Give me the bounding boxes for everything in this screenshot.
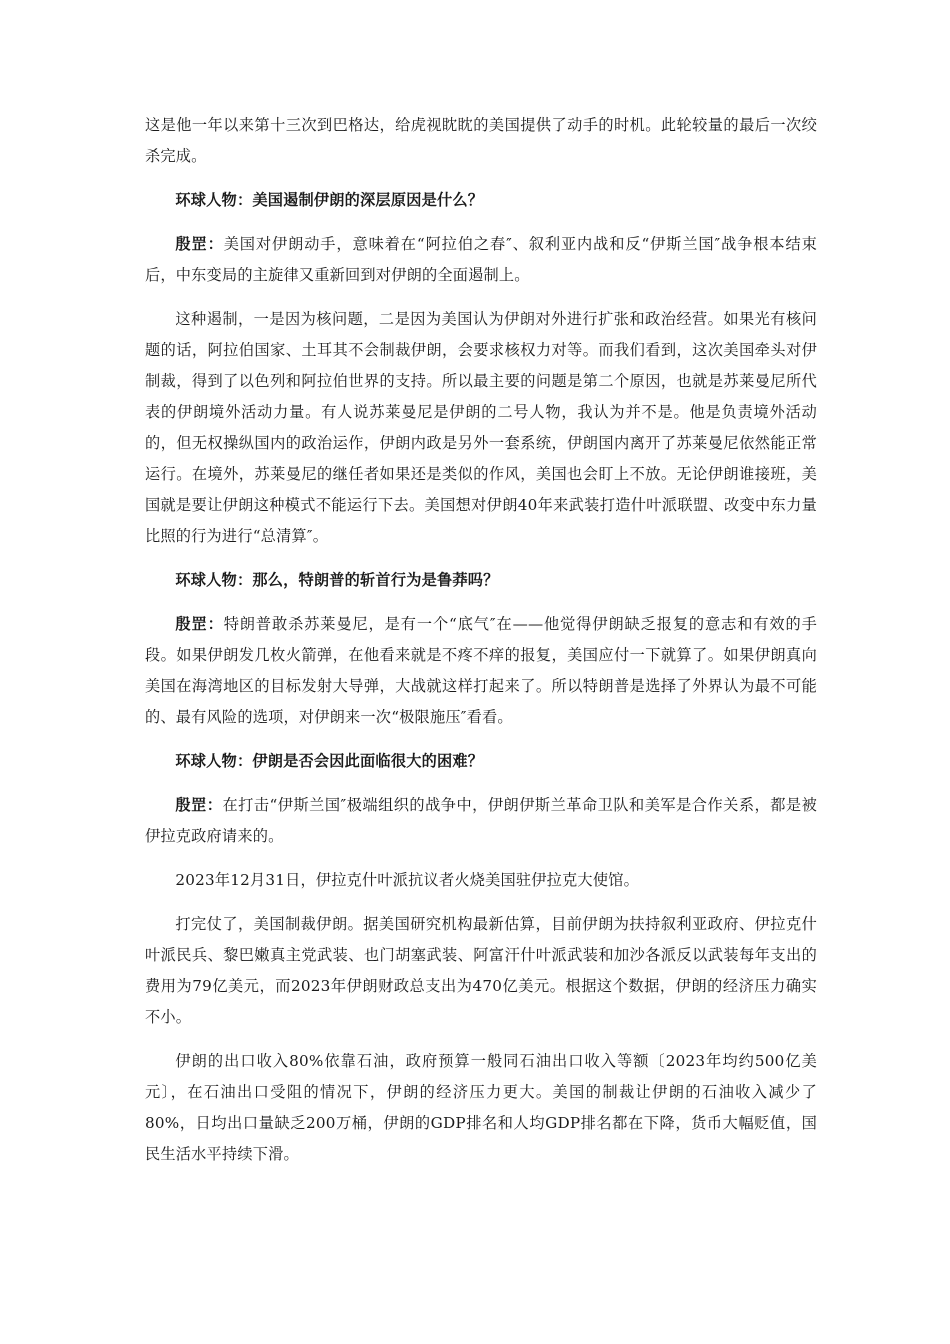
answer-text: 特朗普敢杀苏莱曼尼，是有一个“底气″在——他觉得伊朗缺乏报复的意志和有效的手段。如果伊朗发几枚火箭弹，在他看来就是不疼不痒的报复，美国应付一下就算了。如果伊朗真向美国在海湾地区的目标发射大导弹，大战就这样打起来了。所以特朗普是选择了外界认为最不可能的、最有风险的选项，对伊朗来一次“极限施压″看看。 [145,615,817,726]
interview-answer [145,790,817,852]
interview-question: 环球人物：美国遏制伊朗的深层原因是什么？ [175,191,484,209]
answer-text: 在打击“伊斯兰国″极端组织的战争中，伊朗伊斯兰革命卫队和美军是合作关系，都是被伊拉克政府请来的。 [145,796,817,845]
interview-question: 环球人物：那么，特朗普的斩首行为是鲁莽吗？ [175,571,499,589]
paragraph: 打完仗了，美国制裁伊朗。据美国研究机构最新估算，目前伊朗为扶持叙利亚政府、伊拉克什叶派民兵、黎巴嫩真主党武装、也门胡塞武装、阿富汗什叶派武装和加沙各派反以武装每年支出的费用为79亿美元，而2023年伊朗财政总支出为470亿美元。根据这个数据，伊朗的经济压力确实不小。 [145,915,817,1026]
paragraph: 这种遏制，一是因为核问题，二是因为美国认为伊朗对外进行扩张和政治经营。如果光有核问题的话，阿拉伯国家、土耳其不会制裁伊朗，会要求核权力对等。而我们看到，这次美国牵头对伊制裁，得到了以色列和阿拉伯世界的支持。所以最主要的问题是第二个原因，也就是苏莱曼尼所代表的伊朗境外活动力量。有人说苏莱曼尼是伊朗的二号人物，我认为并不是。他是负责境外活动的，但无权操纵国内的政治运作，伊朗内政是另外一套系统，伊朗国内离开了苏莱曼尼依然能正常运行。在境外，苏莱曼尼的继任者如果还是类似的作风，美国也会盯上不放。无论伊朗谁接班，美国就是要让伊朗这种模式不能运行下去。美国想对伊朗40年来武装打造什叶派联盟、改变中东力量比照的行为进行“总清算″。 [145,310,817,545]
answer-text: 美国对伊朗动手，意味着在“阿拉伯之春″、叙利亚内战和反“伊斯兰国″战争根本结束后，中东变局的主旋律又重新回到对伊朗的全面遏制上。 [145,235,817,284]
article-body [145,110,817,1183]
paragraph: 伊朗的出口收入80%依靠石油，政府预算一般同石油出口收入等额〔2023年均约500亿美元〕，在石油出口受阻的情况下，伊朗的经济压力更大。美国的制裁让伊朗的石油收入减少了80%，日均出口量缺乏200万桶，伊朗的GDP排名和人均GDP排名都在下降，货币大幅贬值，国民生活水平持续下滑。 [145,1052,817,1163]
interview-answer [145,229,817,291]
interview-question: 环球人物：伊朗是否会因此面临很大的困难？ [175,752,484,770]
interview-answer [145,609,817,733]
paragraph: 2023年12月31日，伊拉克什叶派抗议者火烧美国驻伊拉克大使馆。 [175,871,639,889]
speaker-label: 殷罡： [175,235,224,253]
paragraph: 这是他一年以来第十三次到巴格达，给虎视眈眈的美国提供了动手的时机。此轮较量的最后一次绞杀完成。 [145,116,817,165]
speaker-label: 殷罡： [175,796,223,814]
speaker-label: 殷罡： [175,615,224,633]
